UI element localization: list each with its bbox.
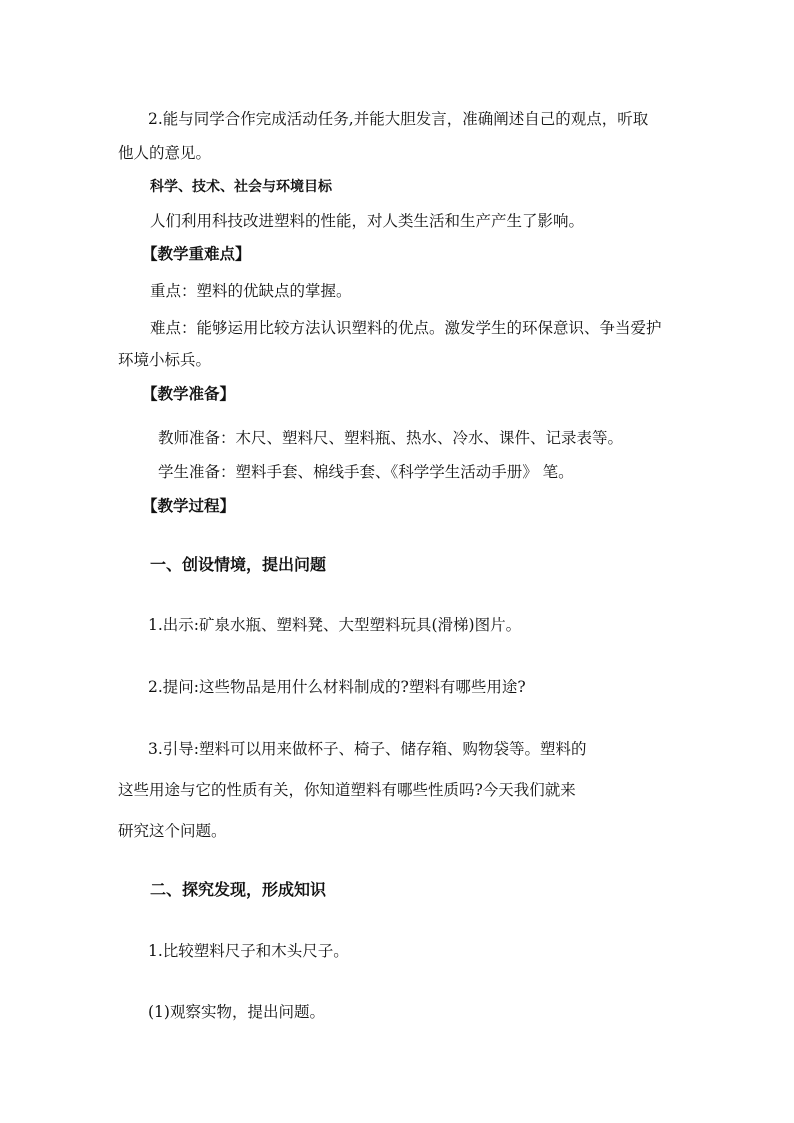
teacher-preparation: 教师准备：木尺、塑料尺、塑料瓶、热水、冷水、课件、记录表等。	[158, 429, 624, 447]
section-2-title: 二、探究发现，形成知识	[150, 880, 327, 899]
sts-goal-heading: 科学、技术、社会与环境目标	[150, 179, 332, 195]
goal-item-2-line-2: 他人的意见。	[118, 144, 212, 162]
sts-goal-text: 人们利用科技改进塑料的性能，对人类生活和生产产生了影响。	[150, 212, 585, 230]
section-2-step-1-sub-1: (1)观察实物，提出问题。	[148, 1003, 325, 1021]
preparation-heading: 【教学准备】	[142, 384, 236, 403]
key-points-heading: 【教学重难点】	[142, 244, 251, 263]
key-point-difficulty-line-1: 难点：能够运用比较方法认识塑料的优点。激发学生的环保意识、争当爱护	[150, 319, 662, 337]
section-1-step-3-line-3: 研究这个问题。	[118, 822, 227, 840]
goal-item-2-line-1: 2.能与同学合作完成活动任务,并能大胆发言，准确阐述自己的观点，听取	[148, 110, 649, 128]
key-point-difficulty-line-2: 环境小标兵。	[118, 351, 212, 369]
section-2-step-1: 1.比较塑料尺子和木头尺子。	[148, 942, 349, 960]
student-preparation: 学生准备：塑料手套、棉线手套、《科学学生活动手册》 笔。	[158, 463, 574, 481]
key-point-focus: 重点：塑料的优缺点的掌握。	[150, 282, 352, 300]
section-1-step-2: 2.提问:这些物品是用什么材料制成的?塑料有哪些用途?	[148, 678, 526, 696]
section-1-step-1: 1.出示:矿泉水瓶、塑料凳、大型塑料玩具(滑梯)图片。	[148, 616, 522, 634]
section-1-step-3-line-1: 3.引导:塑料可以用来做杯子、椅子、储存箱、购物袋等。塑料的	[148, 740, 587, 758]
section-1-title: 一、创设情境，提出问题	[150, 555, 327, 574]
section-1-step-3-line-2: 这些用途与它的性质有关，你知道塑料有哪些性质吗?今天我们就来	[118, 781, 576, 799]
process-heading: 【教学过程】	[142, 496, 236, 515]
